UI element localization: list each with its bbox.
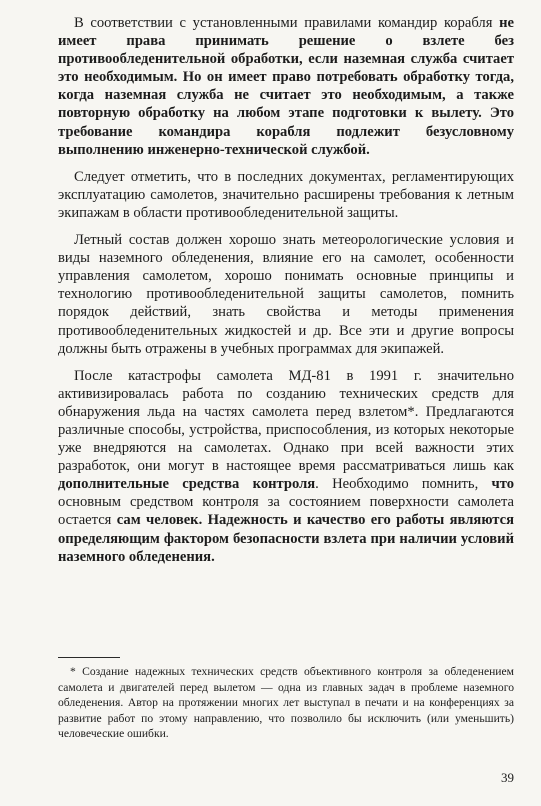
- text-run: * Создание надежных технических средств объективного контроля за обледенением самолета и двигателей перед вылетом — одна из главных задач в проблеме наземного обледенения. Автор на протяжении многих лет выступал в печати и на конференциях за развитие работ по этому направлению, что позволило бы исключить (или уменьшить) человеческие ошибки.: [58, 665, 514, 741]
- paragraph: [58, 14, 514, 159]
- bold-text-run: дополнительные средства контроля: [58, 476, 316, 493]
- footnote: [58, 664, 514, 742]
- page-number: 39: [501, 770, 514, 785]
- text-run: Летный состав должен хорошо знать метеорологические условия и виды наземного обледенения, влияние его на самолет, особенности управления самолетом, хорошо понимать основные принципы и технологию противообледенительной защиты самолетов, помнить порядок действий, знать свойства и методы применения противообледенительных жидкостей и др. Все эти и другие вопросы должны быть отражены в учебных программах для экипажей.: [58, 232, 514, 357]
- main-text: [58, 14, 514, 575]
- text-run: Следует отметить, что в последних документах, регламентирующих эксплуатацию самолетов, значительно расширены требования к летным экипажам в области противообледенительной защиты.: [58, 168, 514, 221]
- text-run: В соответствии с установленными правилами командир корабля: [74, 15, 500, 31]
- paragraph: [58, 168, 514, 222]
- bold-text-run: не имеет права принимать решение о взлете без противообледенительной обработки, если наземная служба считает это необходимым. Но он имеет право потребовать обработку тогда, когда наземная служба не считает это необходимым, а также повторную обработку на любом этапе подготовки к вылету. Это требование командира корабля подлежит безусловному выполнению инженерно-технической службой.: [58, 15, 514, 158]
- text-run: После катастрофы самолета МД-81 в 1991 г. значительно активизировалась работа по созданию технических средств для обнаружения льда на частях самолета перед взлетом*. Предлагаются различные способы, устройства, приспособления, из которых некоторые уже внедряются на самолетах. Однако при всей важности этих разработок, они могут в настоящее время рассматриваться лишь как: [58, 367, 514, 475]
- bold-text-run: сам человек. Надежность и качество его работы являются определяющим фактором безопасности взлета при наличии условий наземного обледенения.: [58, 512, 514, 565]
- text-run: . Необходимо помнить,: [315, 476, 492, 493]
- text-run: основным средством контроля за состоянием поверхности самолета остается: [58, 494, 514, 529]
- paragraph: [58, 367, 514, 566]
- paragraph: [58, 231, 514, 358]
- footnote-separator: [58, 657, 120, 658]
- bold-text-run: что: [491, 476, 514, 493]
